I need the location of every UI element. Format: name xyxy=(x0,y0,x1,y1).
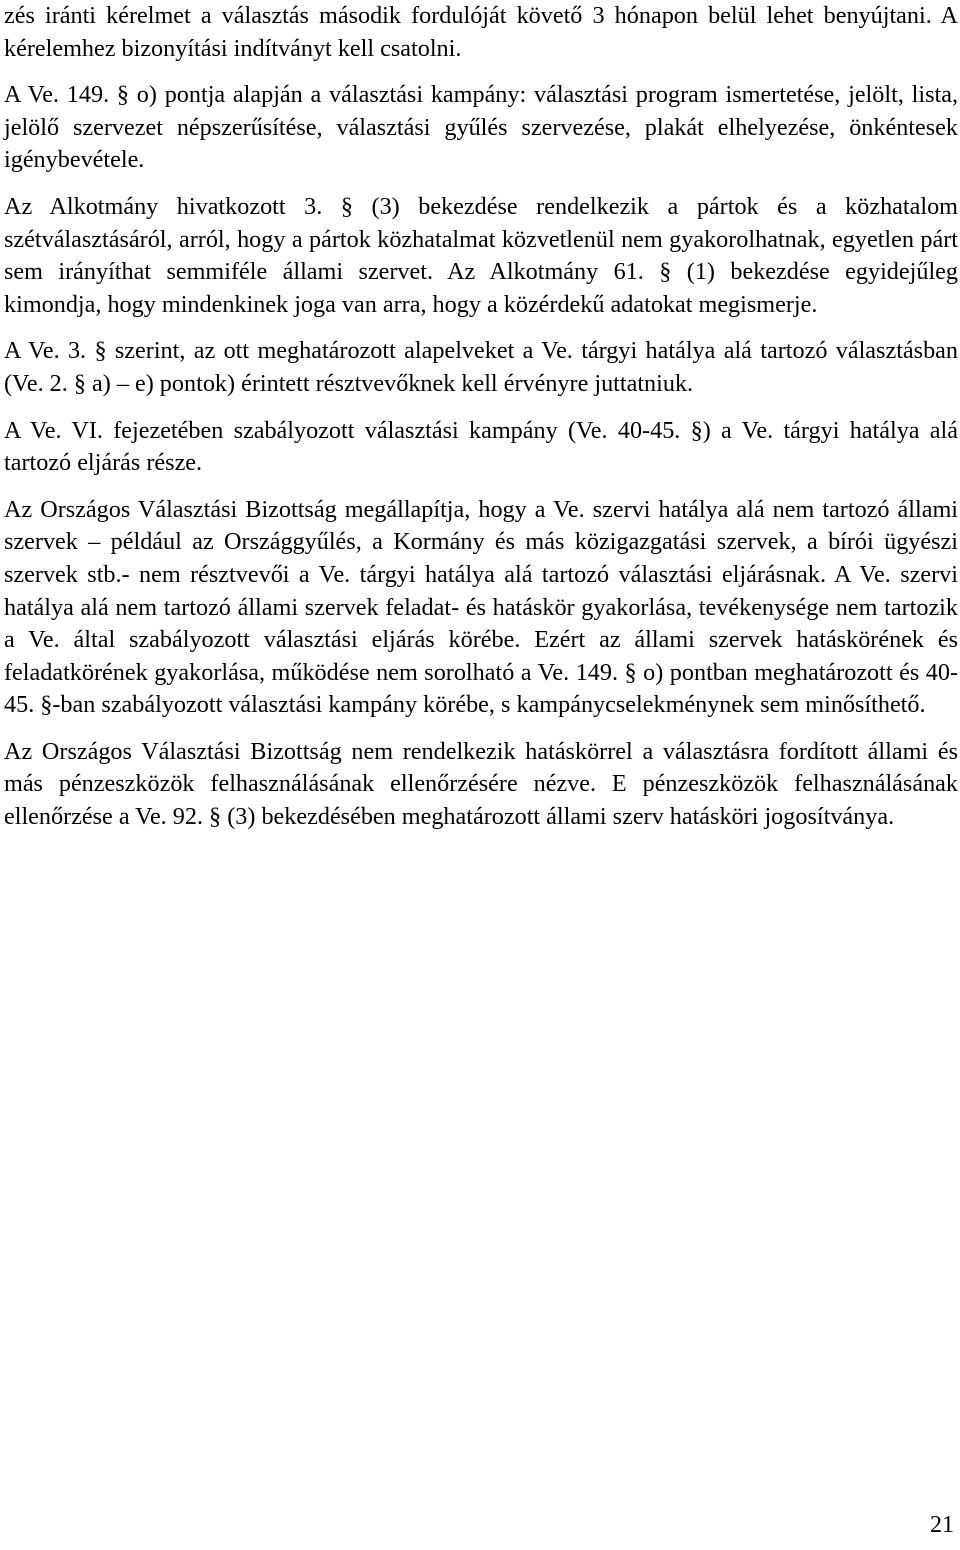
paragraph-6: Az Országos Választási Bizottság megállapítja, hogy a Ve. szervi hatálya alá nem tartozó állami szervek – például az Országgyűlés, a Kormány és más közigazgatási szervek, a bírói ügyészi szervek stb.- nem résztvevői a Ve. tárgyi hatálya alá tartozó választási eljárásnak. A Ve. szervi hatálya alá nem tartozó állami szervek feladat- és hatáskör gyakorlása, tevékenysége nem tartozik a Ve. által szabályozott választási eljárás körébe. Ezért az állami szervek hatáskörének és feladatkörének gyakorlása, működése nem sorolható a Ve. 149. § o) pontban meghatározott és 40-45. §-ban szabályozott választási kampány körébe, s kampánycselekménynek sem minősíthető. xyxy=(4,495,958,719)
page-number: 21 xyxy=(930,1512,954,1538)
paragraph-2: A Ve. 149. § o) pontja alapján a választási kampány: választási program ismertetése, jelölt, lista, jelölő szervezet népszerűsítése, választási gyűlés szervezése, plakát elhelyezése, önkéntesek igénybevétele. xyxy=(4,81,958,174)
paragraph-4: A Ve. 3. § szerint, az ott meghatározott alapelveket a Ve. tárgyi hatálya alá tartozó választásban (Ve. 2. § a) – e) pontok) érintett résztvevőknek kell érvényre juttatniuk. xyxy=(4,337,958,397)
document-page xyxy=(4,0,958,834)
paragraph-7: Az Országos Választási Bizottság nem rendelkezik hatáskörrel a választásra fordított állami és más pénzeszközök felhasználásának ellenőrzésére nézve. E pénzeszközök felhasználásának ellenőrzése a Ve. 92. § (3) bekezdésében meghatározott állami szerv hatásköri jogosítványa. xyxy=(4,737,958,831)
paragraph-3: Az Alkotmány hivatkozott 3. § (3) bekezdése rendelkezik a pártok és a közhatalom szétválasztásáról, arról, hogy a pártok közhatalmat közvetlenül nem gyakorolhatnak, egyetlen párt sem irányíthat semmiféle állami szervet. Az Alkotmány 61. § (1) bekezdése egyidejűleg kimondja, hogy mindenkinek joga van arra, hogy a közérdekű adatokat megismerje. xyxy=(4,192,958,318)
paragraph-1: zés iránti kérelmet a választás második fordulóját követő 3 hónapon belül lehet benyújtani. A kérelemhez bizonyítási indítványt kell csatolni. xyxy=(4,2,958,62)
paragraph-5: A Ve. VI. fejezetében szabályozott választási kampány (Ve. 40-45. §) a Ve. tárgyi hatálya alá tartozó eljárás része. xyxy=(4,416,958,477)
